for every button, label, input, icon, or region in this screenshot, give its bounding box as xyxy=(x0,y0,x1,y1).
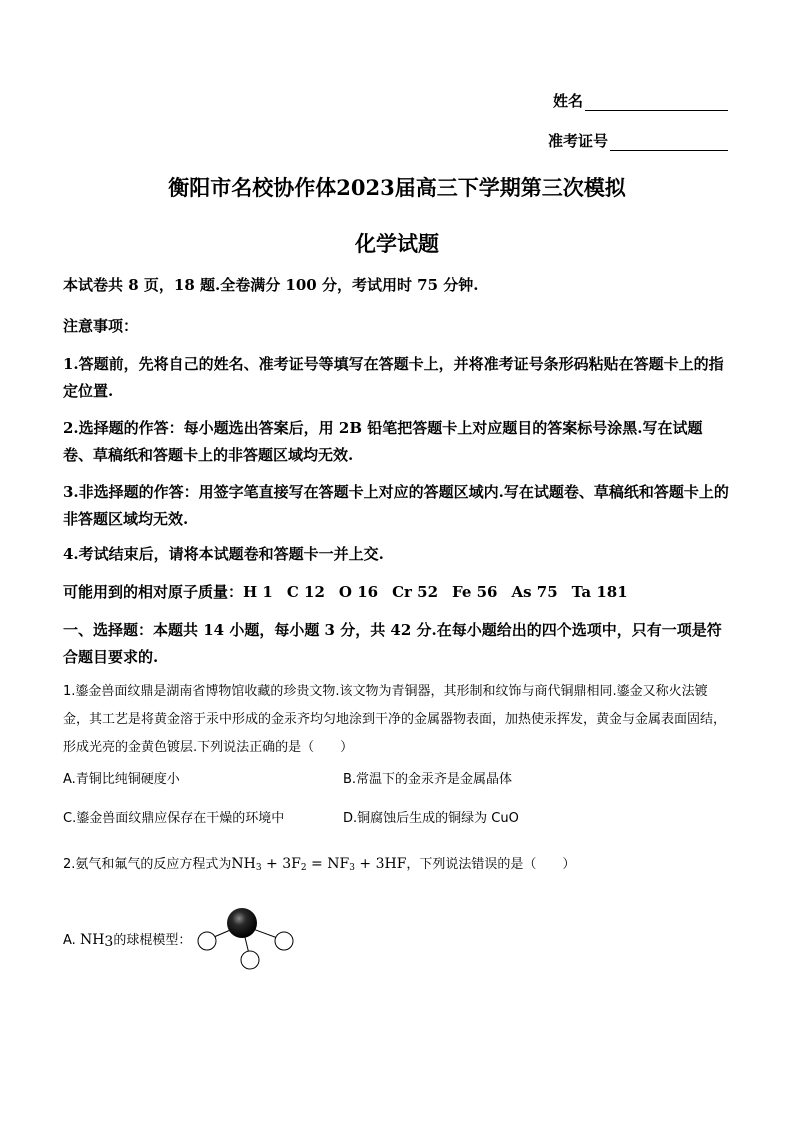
exam-id-blank-line xyxy=(610,134,728,151)
option-a-formula-sub: 3 xyxy=(104,934,114,950)
notice-item-4: 4.考试结束后，请将本试题卷和答题卡一并上交. xyxy=(63,545,384,563)
hydrogen-atom-bottom xyxy=(241,951,259,969)
question-1-option-d: D.铜腐蚀后生成的铜绿为 CuO xyxy=(343,811,519,826)
hydrogen-atom-right xyxy=(275,932,293,950)
question-1-option-a: A.青铜比纯铜硬度小 xyxy=(63,772,180,787)
question-2-stem-prefix: 2.氨气和氟气的反应方程式为 xyxy=(63,857,232,872)
atomic-mass-as: As 75 xyxy=(511,583,558,601)
eq-hf: + 3HF xyxy=(354,856,407,872)
eq-sub-2: 2 xyxy=(300,863,307,873)
option-a-label: 的球棍模型： xyxy=(113,933,192,948)
question-2-stem-suffix: ，下列说法错误的是（ ） xyxy=(406,857,576,872)
atomic-mass-label: 可能用到的相对原子质量： xyxy=(63,583,244,601)
subject-title: 化学试题 xyxy=(355,231,439,256)
question-1-option-b: B.常温下的金汞齐是金属晶体 xyxy=(343,772,513,787)
atomic-mass-o: O 16 xyxy=(338,583,379,601)
option-a-letter: A. xyxy=(63,933,80,948)
atomic-mass-line xyxy=(63,579,731,606)
option-a-formula: NH xyxy=(79,932,105,948)
atomic-mass-ta: Ta 181 xyxy=(571,583,628,601)
eq-nh: NH xyxy=(231,856,256,872)
eq-nf: = NF xyxy=(306,856,350,872)
eq-sub-3b: 3 xyxy=(349,863,355,873)
question-2-option-a xyxy=(63,926,191,956)
question-1-option-c: C.鎏金兽面纹鼎应保存在干燥的环境中 xyxy=(63,811,285,826)
notice-heading: 注意事项： xyxy=(63,317,139,335)
notice-item-2: 2.选择题的作答：每小题选出答案后，用 2B 铅笔把答题卡上对应题目的答案标号涂黑.写在试题卷、草稿纸和答题卡上的非答题区域均无效. xyxy=(63,419,703,464)
notice-item-3: 3.非选择题的作答：用签字笔直接写在答题卡上对应的答题区域内.写在试题卷、草稿纸和答题卡上的非答题区域均无效. xyxy=(63,483,729,528)
name-label: 姓名 xyxy=(552,92,583,110)
notice-item-1: 1.答题前，先将自己的姓名、准考证号等填写在答题卡上，并将准考证号条形码粘贴在答题卡上的指定位置. xyxy=(63,355,724,400)
exam-title: 衡阳市名校协作体2023届高三下学期第三次模拟 xyxy=(168,175,626,200)
question-2-stem xyxy=(63,850,731,882)
hydrogen-atom-left xyxy=(198,932,216,950)
eq-sub-3: 3 xyxy=(255,863,262,873)
eq-plus-f: + 3F xyxy=(261,856,301,872)
exam-id-field xyxy=(548,130,728,151)
name-blank-line xyxy=(585,94,728,111)
section-1-heading: 一、选择题：本题共 14 小题，每小题 3 分，共 42 分.在每小题给出的四个选项中，只有一项是符合题目要求的. xyxy=(63,621,722,666)
nitrogen-atom xyxy=(227,908,257,938)
exam-id-label: 准考证号 xyxy=(547,132,608,150)
exam-intro: 本试卷共 8 页，18 题.全卷满分 100 分，考试用时 75 分钟. xyxy=(63,276,479,294)
nh3-ball-and-stick-model xyxy=(193,903,298,975)
name-field xyxy=(553,90,728,111)
atomic-mass-h: H 1 xyxy=(243,583,273,601)
atomic-mass-c: C 12 xyxy=(286,583,325,601)
atomic-mass-cr: Cr 52 xyxy=(392,583,439,601)
question-1-stem: 1.鎏金兽面纹鼎是湖南省博物馆收藏的珍贵文物.该文物为青铜器，其形制和纹饰与商代铜鼎相同.鎏金又称火法镀金，其工艺是将黄金溶于汞中形成的金汞齐均匀地涂到干净的金属器物表面，加热使汞挥发，黄金与金属表面固结，形成光亮的金黄色镀层.下列说法正确的是（ ） xyxy=(63,684,727,755)
atomic-mass-fe: Fe 56 xyxy=(452,583,498,601)
question-2-equation xyxy=(231,856,406,872)
